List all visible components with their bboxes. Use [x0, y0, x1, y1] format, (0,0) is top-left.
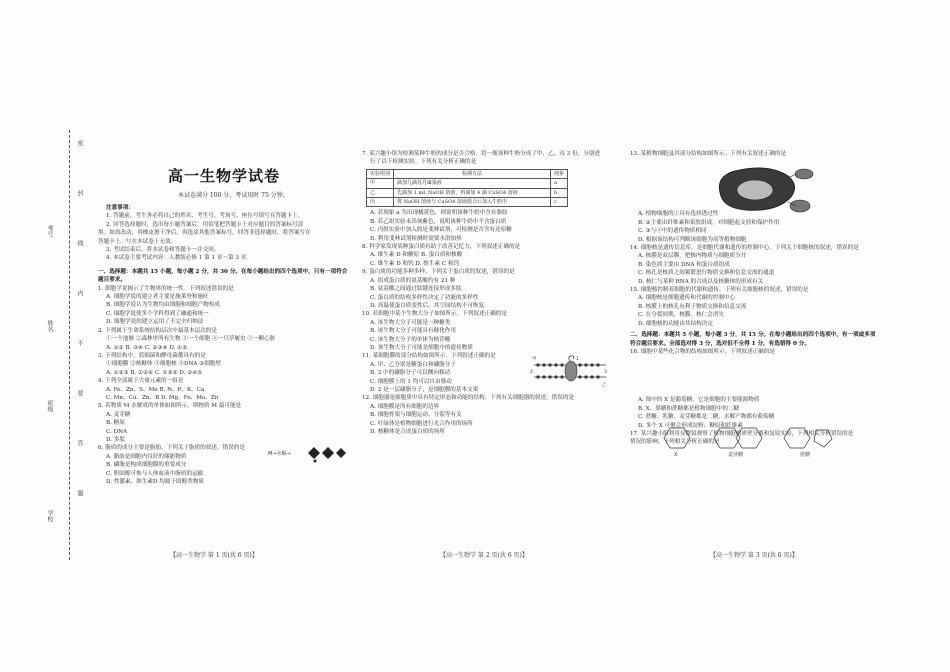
question-line: 13. 某植物细胞及其部分结构如图所示。下列有关叙述正确的是: [630, 151, 787, 157]
question-line: 行了以下检测实验。下列有关分析正确的是: [370, 159, 477, 166]
page-footer-2: 【高一生物学 第 2 页(共 6 页)】: [440, 552, 528, 559]
table-cell: 将 NaOH 溶液与 CuSO4 溶液混合后加入牛奶中: [394, 198, 551, 207]
question-line: 情况的影响。下列相关分析正确的是: [630, 439, 720, 446]
option-line: C. 细胞学说使多个学科得到了融通和统一: [106, 310, 209, 317]
monomer-figure: [268, 440, 348, 466]
binding-label-school: 学校: [46, 510, 53, 522]
section-1-heading-cont: 题目要求。: [98, 277, 126, 284]
notice-line: 1. 答题前，考生务必将自己的姓名、考生号、考场号、座位号填写在答题卡上。: [106, 213, 304, 220]
table-cell: 甲: [367, 179, 394, 188]
option-line: D. 多肽: [106, 436, 126, 443]
option-line: ①一个池塘 ②森林里所有生物 ③一个细胞 ④一只草履虫 ⑤一颗心脏: [106, 336, 276, 343]
option-line: A. 若现象 a 为出现橘黄色，则说明该种牛奶中含有脂肪: [370, 210, 508, 217]
membrane-label: 甲: [532, 357, 537, 362]
question-line: 12. 细胞器是细胞质中具有特定形态和功能的结构。下列有关细胞器的叙述，错误的是: [362, 395, 575, 402]
option-line: C. 蔗糖、乳糖、麦芽糖都是二糖，水解产物都有葡萄糖: [638, 414, 775, 421]
seal-char: 线: [76, 240, 83, 246]
question-line: 5. 若物质 M 水解成的单体如图所示，则物质 M 最可能是: [98, 403, 242, 410]
option-line: B. 若乙组实验未出现紫色，说明该种牛奶中不含蛋白质: [370, 218, 507, 225]
monomer-shape: [322, 447, 334, 459]
sugar-label: X: [674, 452, 678, 458]
seal-char: 要: [76, 390, 83, 396]
option-line: C. 该生物大分子的单体为核苷酸: [370, 336, 451, 343]
seal-line: [69, 130, 70, 560]
table-header: 实验组别: [367, 169, 394, 178]
notice-line: 答题卡上。写在本试卷上无效。: [98, 238, 177, 245]
question-line: 4. 下列全部属于大量元素的一组是: [98, 378, 184, 385]
option-line: B. 糖原: [106, 420, 125, 427]
option-line: C. 蛋白质的结构多样性决定了功能的多样性: [370, 294, 479, 301]
option-line: A. 维生素 D 和糖原 B. 蛋白质和核酸: [370, 252, 463, 259]
membrane-figure: [530, 355, 610, 387]
option-line: B. 染色质主要由 DNA 和蛋白质组成: [638, 261, 730, 268]
option-line: A. ①②③ B. ①②④ C. ①③⑤ D. ②④⑤: [106, 369, 203, 376]
question-line: 10. 若细胞中某个生物大分子如图所示。下列叙述正确的是: [362, 311, 507, 318]
question-line: 11. 某细胞膜的部分结构如图所示。下列叙述正确的是: [362, 353, 496, 360]
question-line: 3. 下列结构中，蓝细菌和酵母菌都具有的是: [98, 352, 206, 359]
table-cell: c: [551, 198, 568, 207]
page-column-2: [362, 150, 618, 436]
option-line: D. 根据该结构可判断该细胞为高等植物细胞: [638, 236, 747, 243]
sugar-label: 麦芽糖: [728, 452, 744, 458]
option-line: C. 核孔是核质之间频繁进行物质交换和信息交流的通道: [638, 270, 775, 277]
option-line: C. 胆固醇可参与人体血液中脂质的运输: [106, 470, 204, 477]
notice-line: 4. 本试卷主要考试内容：人教版必修 1 第 1 章～第 3 章。: [106, 255, 252, 262]
option-line: B. X、果糖和蔗糖都是植物细胞中的二糖: [638, 405, 740, 412]
question-line: 17. 某兴趣小组利用显微镜观察了植物细胞的质壁分离和复原实验，下列相关分析错误的是: [630, 430, 854, 437]
option-line: C. ③与④中的遗传物质相同: [638, 228, 707, 235]
option-line: A. 组成蛋白质的氨基酸约有 21 种: [370, 277, 456, 284]
table-header: 现象: [551, 169, 568, 178]
section-2-heading: 二、选择题：本题共 5 小题，每小题 3 分，共 15 分。在每小题给出的四个选项中，有一项或多项: [630, 332, 876, 339]
monomer-dot: [314, 460, 317, 463]
table-header: 检测方法: [394, 169, 551, 178]
sugar-figure-spacer: [630, 356, 888, 396]
option-line: C. 细胞膜上的 1 均可以自由移动: [370, 378, 452, 385]
seal-char: 密: [76, 140, 83, 146]
organelle-shape: [795, 169, 813, 179]
sugar-structure-figure: [660, 418, 840, 458]
question-line: 2. 下列属于生命系统结构层次中最基本层次的是: [98, 327, 217, 334]
table-row: [367, 198, 568, 207]
seal-char: 题: [76, 490, 83, 496]
table-cell: 先滴加 1 mL NaOH 溶液，再滴加 4 滴 CuSO4 溶液: [394, 188, 551, 197]
option-line: D. 利用斐林试剂检测时需要水浴加热: [370, 235, 462, 242]
option-line: B. 磷脂是构成细胞膜的重要成分: [106, 462, 187, 469]
organelle-shape: [790, 200, 810, 212]
option-line: B. 细胞学说认为生物均由细胞和细胞产物构成: [106, 302, 220, 309]
table-cell: b: [551, 188, 568, 197]
ring-shape: [664, 428, 690, 448]
table-cell: 丙: [367, 198, 394, 207]
exam-title: 高一生物学试卷: [168, 167, 281, 185]
option-line: D. 2 是一层磷脂分子，是细胞膜的基本支架: [370, 386, 479, 393]
question-line: 15. 细胞核控制着细胞的代谢和遗传。下列有关细胞核的叙述，错误的是: [630, 287, 809, 294]
page-footer-3: 【高一生物学 第 3 页(共 6 页)】: [710, 552, 798, 559]
option-line: A. 甲、乙分别是糖蛋白和磷脂分子: [370, 361, 456, 368]
option-line: D. 多个 X 可聚合形成淀粉、糖原和纤维素: [638, 422, 743, 429]
option-line: B. 细胞骨架与细胞运动、分裂等有关: [370, 412, 462, 419]
exam-subtitle: 本试卷满分 100 分，考试用时 75 分钟。: [178, 192, 289, 199]
membrane-protein: [565, 361, 577, 381]
table-row: [367, 179, 568, 188]
binding-label-exam-no: 考号: [46, 225, 53, 237]
hydrolysis-arrow-label: M→水解→: [268, 451, 291, 457]
option-line: A. 细胞膜是所有细胞的边界: [370, 403, 440, 410]
option-line: A. 麦芽糖: [106, 411, 131, 418]
monomer-shape: [336, 448, 346, 458]
option-line: C. 在分裂间期，核膜、核仁会消失: [638, 312, 724, 319]
binding-label-class: 班级: [46, 400, 53, 412]
seal-char: 不: [76, 340, 83, 346]
option-line: C. DNA: [106, 428, 128, 435]
question-line: 16. 细胞中某些化合物的结构如图所示。下列叙述正确的是: [630, 348, 775, 355]
option-line: D. 核仁与某种 RNA 的合成以及核糖体的形成有关: [638, 278, 764, 285]
ring-shape: [814, 430, 832, 447]
table-cell: a: [551, 179, 568, 188]
table-row: [367, 188, 568, 197]
notice-line: 黑。如需改动，用橡皮擦干净后，再选涂其他答案标号。回答非选择题时，将答案写在: [98, 230, 311, 237]
option-line: D. 高温使蛋白质变性后，其空间结构不可恢复: [370, 302, 485, 309]
option-line: A. 细胞学说的建立者主要是施莱登和施旺: [106, 294, 209, 301]
option-line: D. 细胞核的功能由其结构决定: [638, 320, 713, 327]
monomer-shape: [308, 447, 320, 459]
option-line: D. 性激素、维生素D 均属于固醇类物质: [106, 479, 205, 485]
option-line: C. Mn、Cu、Zn、B D. Mg、Fe、Mo、Zn: [106, 394, 219, 401]
option-line: B. 核膜上的核孔有利于物质交换和信息交流: [638, 303, 747, 310]
membrane-label: 乙: [602, 383, 607, 387]
section-2-heading-cont: 符合题目要求。全部选对得 3 分，选对但不全得 1 分，有选错得 0 分。: [630, 340, 810, 347]
option-line: B. 3 中的磷脂分子可以侧向移动: [370, 370, 451, 377]
question-line: 14. 细胞核是遗传信息库，是细胞代谢和遗传的控制中心。下列关于细胞核的叙述，错误的是: [630, 245, 859, 252]
table-cell: 乙: [367, 188, 394, 197]
question-line: 8. 科学家发现某种蛋白质有助于改善记忆力，下列叙述正确的是: [362, 244, 521, 251]
membrane-label: 2: [530, 370, 533, 375]
option-line: B. ②主要由纤维素和果胶组成，对细胞起支持和保护作用: [638, 219, 780, 226]
page-footer-1: 【高一生物学 第 1 页(共 6 页)】: [170, 552, 258, 559]
option-line: B. 氨基酸之间通过肽键连接形成多肽: [370, 286, 462, 293]
option-line: B. 该生物大分子可能具有催化作用: [370, 328, 456, 335]
option-line: D. 该生物大分子可能是细胞中的遗传物质: [370, 344, 473, 351]
seal-char: 封: [76, 190, 83, 196]
table-cell: 滴加几滴苏丹Ⅲ染液: [394, 179, 551, 188]
ring-shape: [784, 428, 810, 448]
plant-cell-figure: [700, 162, 820, 216]
nucleus-shape: [737, 180, 773, 200]
option-line: C. 丙组实验中加入的是斐林试剂，可检测是否含有还原糖: [370, 227, 512, 234]
membrane-label: 3: [604, 370, 607, 375]
option-line: ①细胞膜 ②核糖体 ③细胞核 ④DNA ⑤细胞壁: [106, 361, 222, 368]
option-line: A. Fe、Zn、S、Mo B. N、P、K、Ca: [106, 386, 205, 393]
seal-char: 答: [76, 440, 83, 446]
option-line: A. 核膜是双层膜，把核内物质与细胞质分开: [638, 253, 747, 260]
membrane-label: 1: [576, 357, 579, 362]
option-line: A. 植物细胞的①具有选择透过性: [638, 211, 719, 218]
option-line: D. 细胞学说的建立运用了不完全归纳法: [106, 319, 204, 326]
option-line: C. 叶绿体是植物细胞进行光合作用的场所: [370, 420, 473, 427]
question-line: 9. 蛋白质的功能多种多样。下列关于蛋白质的叙述，错误的是: [362, 269, 515, 276]
section-1-heading: 一、选择题：本题共 15 小题，每小题 2 分，共 30 分。在每小题给出的四个选项中，只有一项符合: [98, 268, 348, 275]
sugar-label: 蔗糖: [800, 452, 811, 458]
question-line: 1. 细胞学说揭示了生物界的统一性。下列叙述错误的是: [98, 285, 234, 292]
experiment-table: [366, 169, 568, 208]
option-line: D. 核糖体是合成蛋白质的场所: [370, 429, 445, 435]
option-line: C. 维生素 D 和钙 D. 维生素 C 和钙: [370, 260, 460, 267]
glycoprotein-chain: [569, 356, 574, 361]
seal-char: 内: [76, 290, 83, 296]
question-line: 7. 某兴趣小组为检测某种牛奶的成分是否合格，将一瓶该种牛奶分成了甲、乙、丙 3 份，分别进: [362, 151, 600, 157]
question-line: 6. 脂质的成分主要是脂肪。下列关于脂质的叙述，错误的是: [98, 445, 245, 452]
option-line: A. 细胞核是细胞遗传和代谢的控制中心: [638, 295, 736, 302]
option-line: A. 该生物大分子可能是一种糖类: [370, 319, 451, 326]
option-line: A. 脂肪是细胞内良好的储能物质: [106, 453, 187, 460]
option-line: A. 图中的 X 是葡萄糖，它是细胞的主要能源物质: [638, 397, 760, 404]
notice-title: 注意事项：: [106, 205, 134, 211]
notice-line: 2. 回答选择题时，选出每小题答案后，用铅笔把答题卡上对应题目的答案标号涂: [106, 221, 304, 228]
binding-label-name: 姓名: [46, 320, 53, 332]
option-line: A. ①② B. ③④ C. ②③④ D. ①⑤: [106, 344, 188, 351]
binding-strip: [45, 130, 93, 560]
notice-line: 3. 考试结束后，将本试卷和答题卡一并交回。: [106, 247, 220, 254]
